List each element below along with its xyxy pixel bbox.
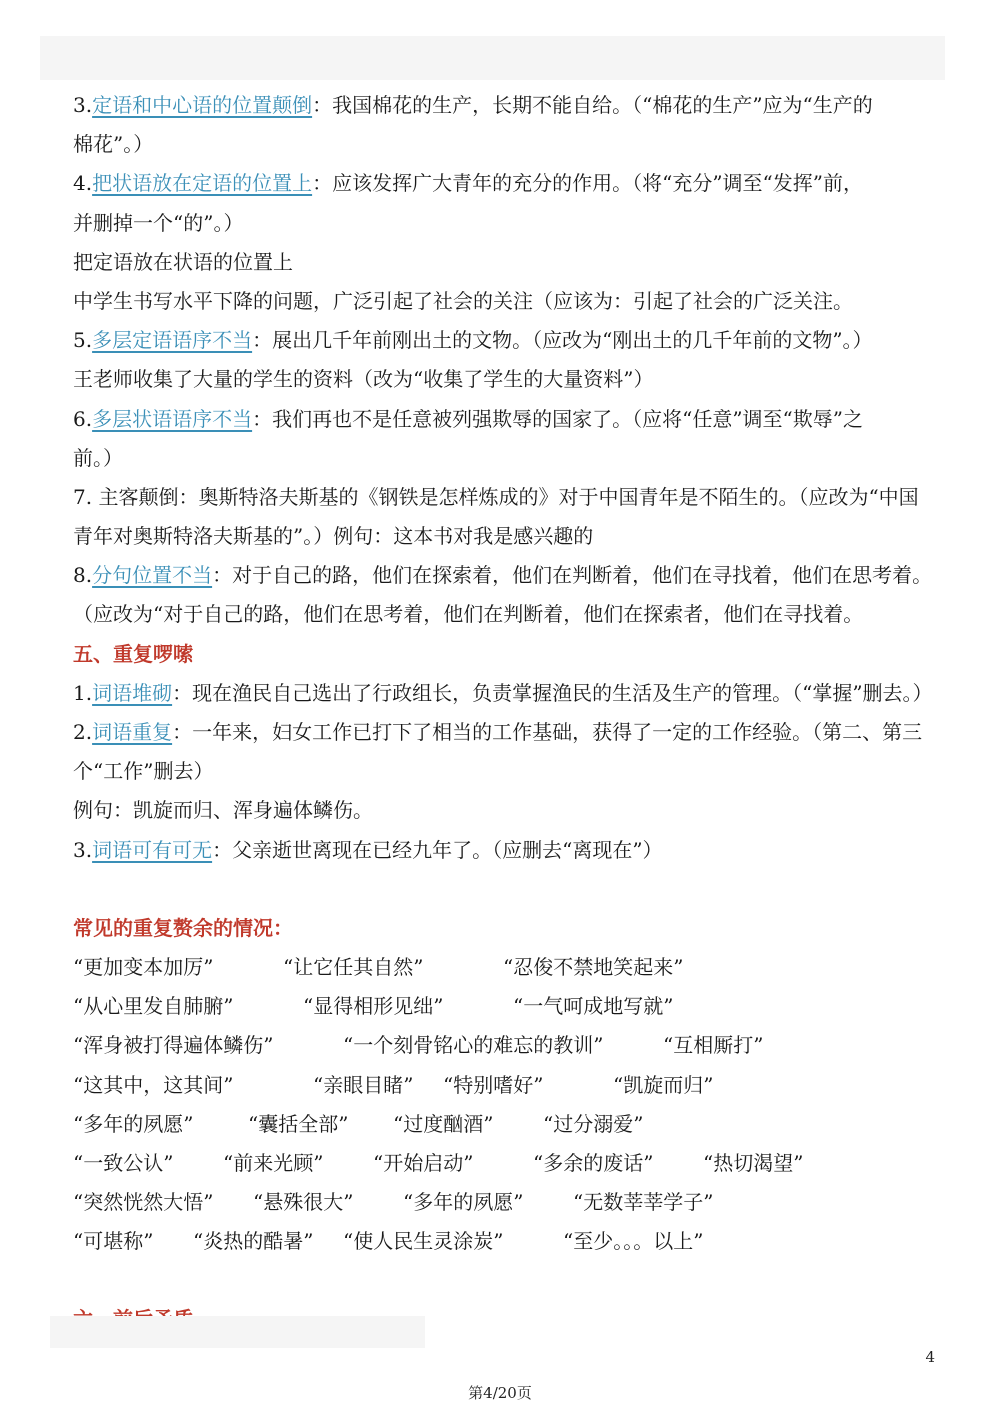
item-3-line-1: 3.定语和中心语的位置颠倒：我国棉花的生产，长期不能自给。（“棉花的生产”应为“生产的 <box>73 93 873 117</box>
phrase-row <box>73 1183 943 1222</box>
rep-item-2-line-1: 2.词语重复：一年来，妇女工作已打下了相当的工作基础，获得了一定的工作经验。（第二、第三 <box>73 720 923 744</box>
phrase: “至少。。。以上” <box>563 1229 704 1254</box>
item-8-line-2: （应改为“对于自己的路，他们在思考着，他们在判断着，他们在探索者，他们在寻找着。 <box>73 602 864 627</box>
phrase: “过分溺爱” <box>543 1111 644 1136</box>
phrase-row <box>73 1144 943 1183</box>
phrase: “囊括全部” <box>248 1111 349 1136</box>
item-6-line-1: 6.多层状语语序不当：我们再也不是任意被列强欺辱的国家了。（应将“任意”调至“欺辱”之 <box>73 406 863 431</box>
page-number: 4 <box>925 1348 935 1366</box>
phrase: “可堪称” <box>73 1229 154 1254</box>
term-link[interactable]: 定语和中心语的位置颠倒 <box>92 93 313 117</box>
phrase-row <box>73 1066 943 1105</box>
phrase-row <box>73 948 943 987</box>
item-6-line-2: 前。） <box>73 445 123 470</box>
phrase: “特别嗜好” <box>443 1072 544 1097</box>
phrase: “多年的夙愿” <box>403 1190 524 1215</box>
item-7-line-2: 青年对奥斯特洛夫斯基的”。）例句：这本书对我是感兴趣的 <box>73 524 594 549</box>
phrase: “多年的夙愿” <box>73 1111 194 1136</box>
phrase: “从心里发自肺腑” <box>73 994 234 1019</box>
common-heading: 常见的重复赘余的情况： <box>73 915 293 940</box>
phrase-row <box>73 1026 943 1065</box>
phrase: “热切渴望” <box>703 1150 804 1175</box>
item-5-line-1: 5.多层定语语序不当：展出几千年前刚出土的文物。（应改为“刚出土的几千年前的文物”。） <box>73 328 873 353</box>
phrase-row <box>73 1222 943 1261</box>
phrase: “浑身被打得遍体鳞伤” <box>73 1033 274 1058</box>
phrase: “多余的废话” <box>533 1150 654 1175</box>
spacer <box>73 1261 943 1300</box>
section-heading-5: 五、重复啰嗦 <box>73 641 193 666</box>
item-4-line-1: 4.把状语放在定语的位置上：应该发挥广大青年的充分的作用。（将“充分”调至“发挥”前， <box>73 171 863 196</box>
phrase: “悬殊很大” <box>253 1190 354 1215</box>
rep-item-2-example: 例句：凯旋而归、浑身遍体鳞伤。 <box>73 798 373 823</box>
phrase: “凯旋而归” <box>613 1072 714 1097</box>
phrase: “过度酗酒” <box>393 1111 494 1136</box>
term-link[interactable]: 把状语放在定语的位置上 <box>92 171 313 196</box>
header-band <box>40 36 945 80</box>
example-text: 中学生书写水平下降的问题，广泛引起了社会的关注（应该为：引起了社会的广泛关注。 <box>73 288 853 313</box>
term-link[interactable]: 词语可有可无 <box>92 837 213 862</box>
item-4-line-2: 并删掉一个“的”。） <box>73 210 244 235</box>
phrase: “前来光顾” <box>223 1150 324 1175</box>
phrase: “一个刻骨铭心的难忘的教训” <box>343 1033 604 1058</box>
rep-item-2-line-2: 个“工作”删去） <box>73 759 214 784</box>
page-indicator: 第4/20页 <box>468 1384 532 1402</box>
rep-item-1: 1.词语堆砌：现在渔民自己选出了行政组长，负责掌握渔民的生活及生产的管理。（“掌握”删去。） <box>73 680 933 705</box>
rep-item-3: 3.词语可有可无：父亲逝世离现在已经九年了。（应删去“离现在”） <box>73 837 663 862</box>
subheading-text: 把定语放在状语的位置上 <box>73 249 293 274</box>
phrase: “开始启动” <box>373 1150 474 1175</box>
phrase-row <box>73 987 943 1026</box>
term-link[interactable]: 词语重复 <box>92 720 173 744</box>
phrase: “这其中，这其间” <box>73 1072 234 1097</box>
term-link[interactable]: 分句位置不当 <box>92 563 213 588</box>
phrase: “亲眼目睹” <box>313 1072 414 1097</box>
phrase: “炎热的酷暑” <box>193 1229 314 1254</box>
footer-band <box>50 1316 425 1348</box>
phrase: “突然恍然大悟” <box>73 1190 214 1215</box>
phrase: “互相厮打” <box>663 1033 764 1058</box>
phrase: “更加变本加厉” <box>73 954 214 979</box>
phrase: “忍俊不禁地笑起来” <box>503 954 684 979</box>
spacer <box>73 870 943 909</box>
phrase-grid <box>73 948 943 1262</box>
phrase: “显得相形见绌” <box>303 994 444 1019</box>
term-link[interactable]: 多层定语语序不当 <box>92 328 253 353</box>
phrase-row <box>73 1105 943 1144</box>
item-8-line-1: 8.分句位置不当：对于自己的路，他们在探索着，他们在判断着，他们在寻找着，他们在思考着。 <box>73 563 933 588</box>
item-7-line-1: 7. 主客颠倒：奥斯特洛夫斯基的《钢铁是怎样炼成的》对于中国青年是不陌生的。（应改为“中国 <box>73 484 919 509</box>
item-5-line-2: 王老师收集了大量的学生的资料（改为“收集了学生的大量资料”） <box>73 367 654 392</box>
term-link[interactable]: 多层状语语序不当 <box>92 406 253 431</box>
phrase: “一致公认” <box>73 1150 174 1175</box>
phrase: “使人民生灵涂炭” <box>343 1229 504 1254</box>
document-body <box>73 86 943 1340</box>
phrase: “让它任其自然” <box>283 954 424 979</box>
term-link[interactable]: 词语堆砌 <box>92 680 173 705</box>
phrase: “无数莘莘学子” <box>573 1190 714 1215</box>
item-3-line-2: 棉花”。） <box>73 132 154 157</box>
phrase: “一气呵成地写就” <box>513 994 674 1019</box>
